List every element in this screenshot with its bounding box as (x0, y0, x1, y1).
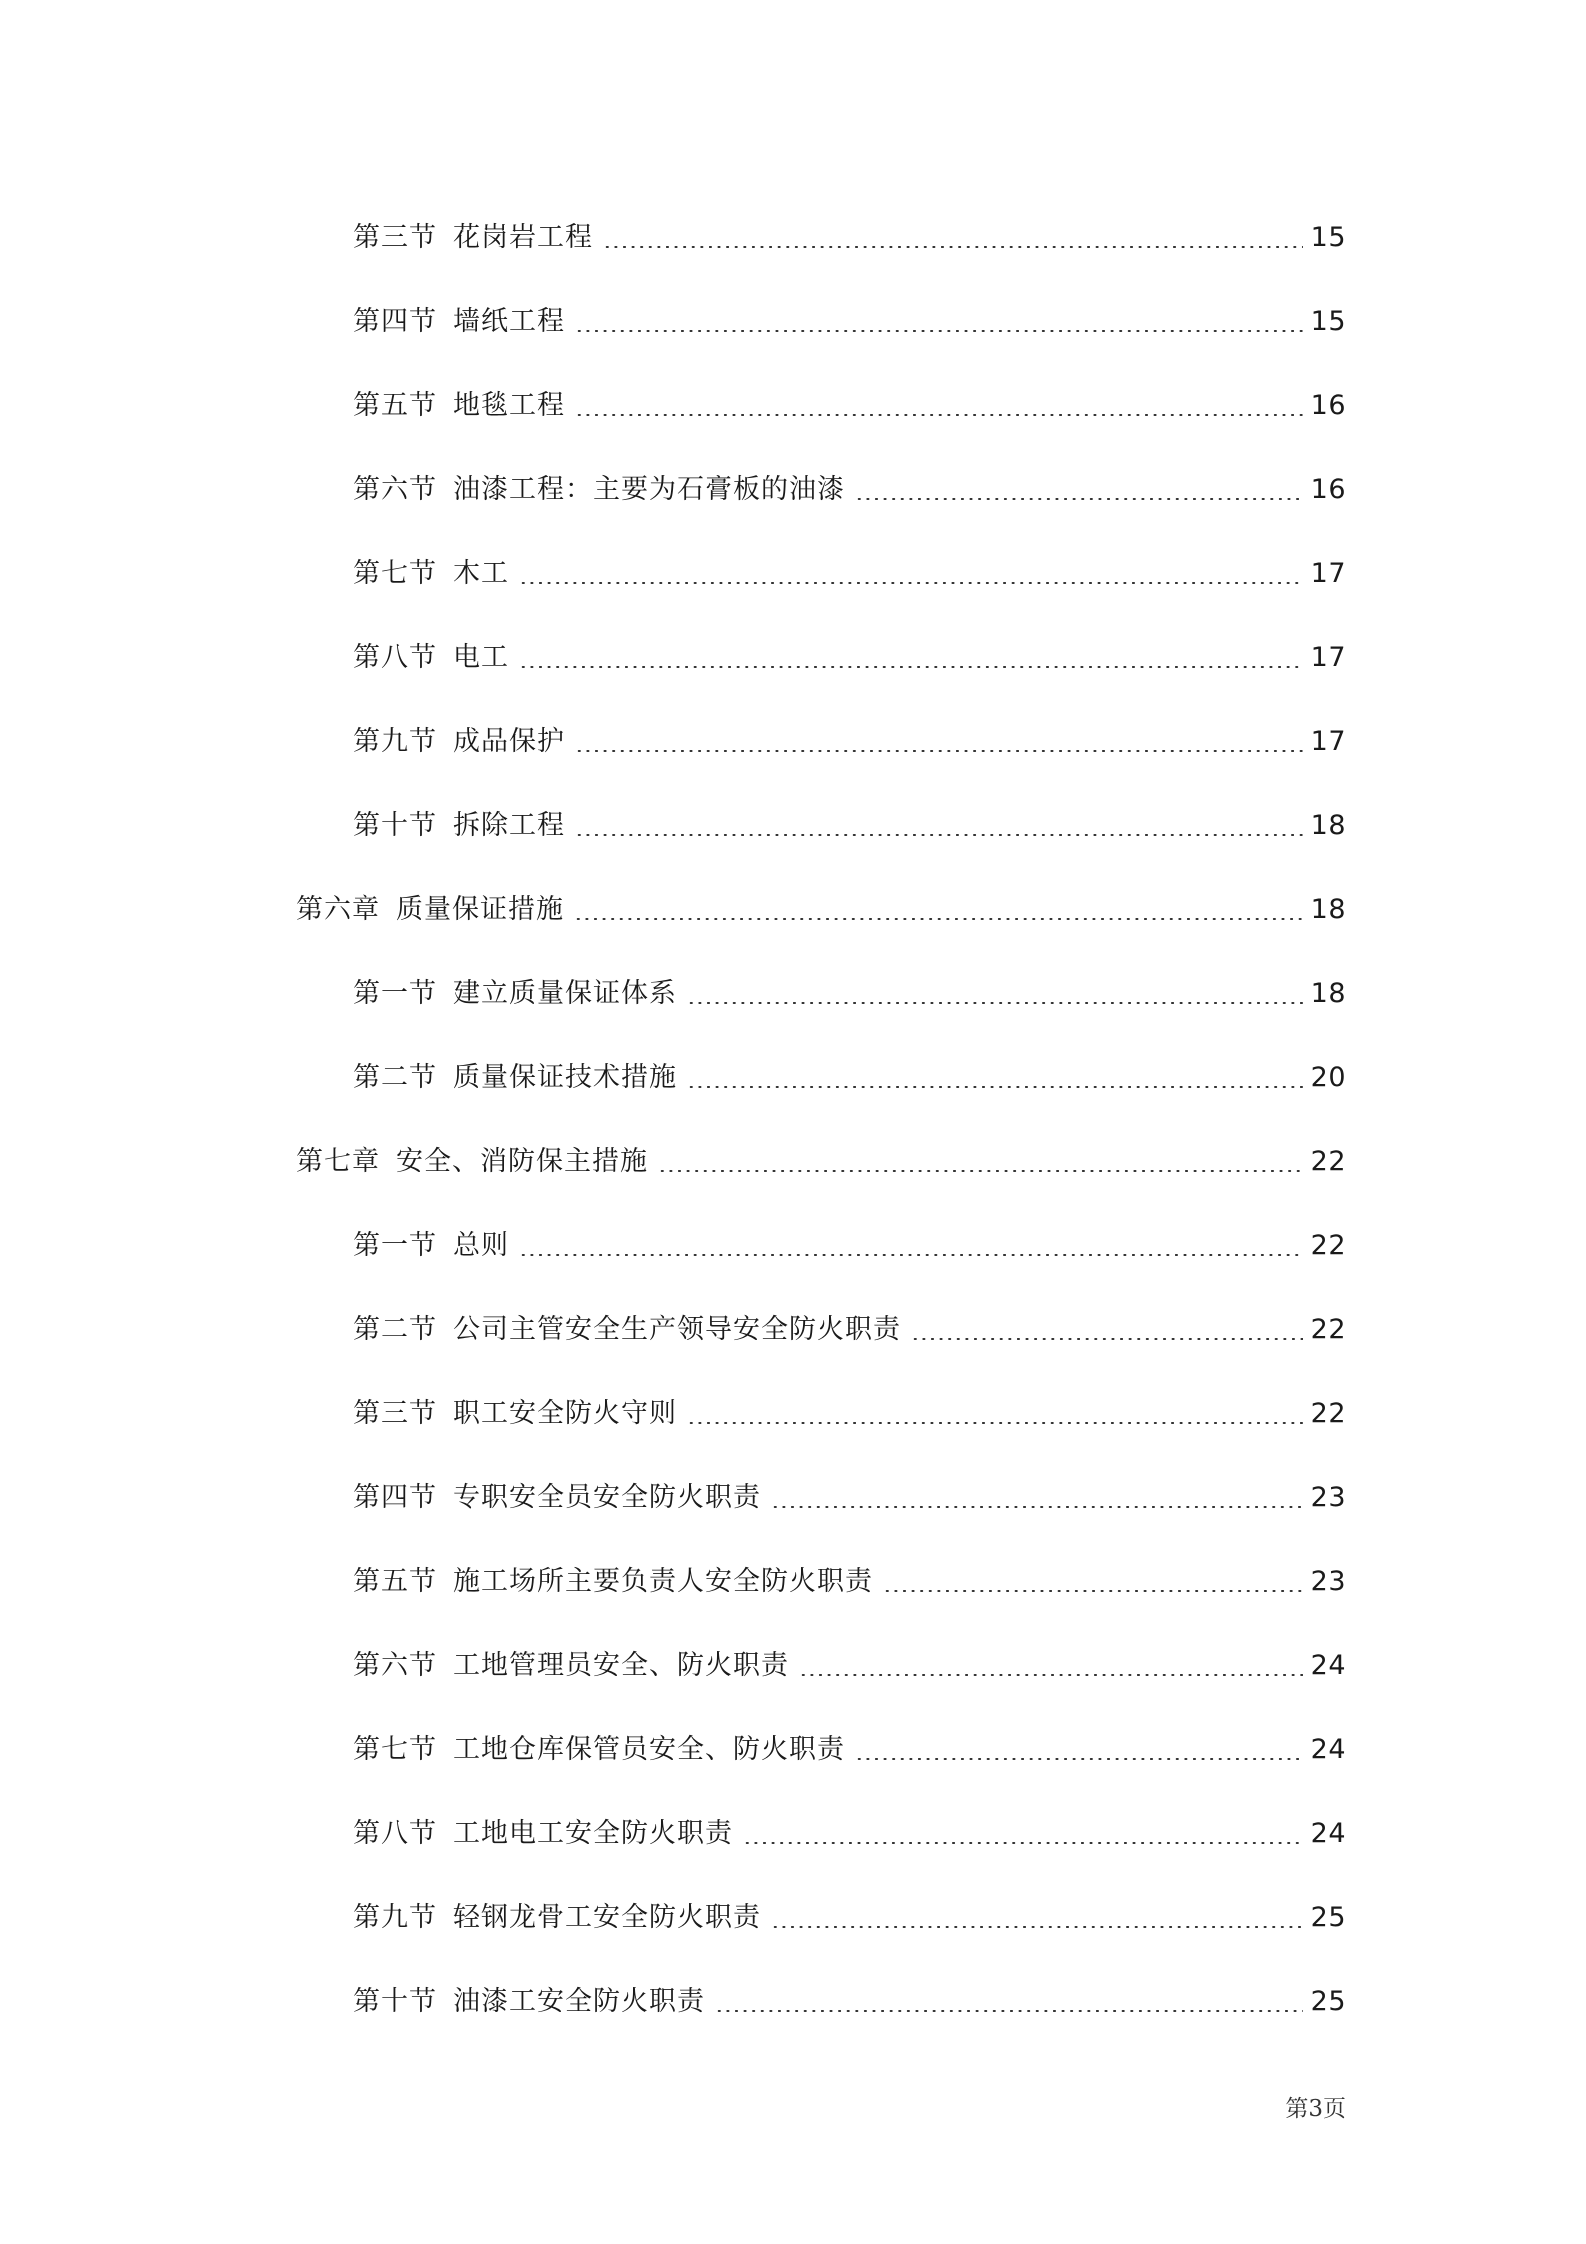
toc-entry-number: 第一节 (353, 1230, 437, 1261)
toc-entry[interactable] (353, 793, 1346, 843)
toc-entry-number: 第十节 (353, 810, 437, 841)
dot-leader (883, 1590, 1303, 1592)
dot-leader (687, 1086, 1303, 1088)
dot-leader (855, 498, 1303, 500)
toc-entry[interactable] (353, 289, 1346, 339)
dot-leader (603, 246, 1303, 248)
dot-leader (519, 666, 1303, 668)
toc-entry-title: 施工场所主要负责人安全防火职责 (453, 1566, 873, 1597)
toc-entry-title: 工地管理员安全、防火职责 (453, 1650, 789, 1681)
toc-entry-page: 17 (1310, 642, 1346, 673)
toc-entry-page: 22 (1310, 1146, 1346, 1177)
toc-entry-title: 建立质量保证体系 (453, 978, 677, 1009)
toc-entry-page: 20 (1310, 1062, 1346, 1093)
toc-entry-page: 15 (1310, 222, 1346, 253)
dot-leader (771, 1506, 1303, 1508)
toc-entry-page: 16 (1310, 474, 1346, 505)
toc-entry-page: 16 (1310, 390, 1346, 421)
toc-entry-number: 第七章 (296, 1146, 380, 1177)
toc-entry[interactable] (353, 457, 1346, 507)
dot-leader (743, 1842, 1303, 1844)
toc-entry-number: 第一节 (353, 978, 437, 1009)
toc-entry[interactable] (353, 541, 1346, 591)
toc-entry[interactable] (353, 625, 1346, 675)
toc-entry-page: 23 (1310, 1482, 1346, 1513)
toc-entry-title: 油漆工程：主要为石膏板的油漆 (453, 474, 845, 505)
toc-entry-title: 墙纸工程 (453, 306, 565, 337)
toc-entry-page: 17 (1310, 558, 1346, 589)
toc-entry-chapter[interactable] (296, 877, 1346, 927)
toc-entry-title: 质量保证措施 (396, 894, 564, 925)
toc-entry-title: 电工 (453, 642, 509, 673)
dot-leader (658, 1170, 1303, 1172)
toc-entry-title: 职工安全防火守则 (453, 1398, 677, 1429)
toc-entry-title: 工地电工安全防火职责 (453, 1818, 733, 1849)
toc-entry-page: 22 (1310, 1230, 1346, 1261)
toc-entry-page: 17 (1310, 726, 1346, 757)
toc-entry-page: 22 (1310, 1398, 1346, 1429)
toc-entry[interactable] (353, 1549, 1346, 1599)
toc-entry[interactable] (353, 1045, 1346, 1095)
dot-leader (575, 750, 1303, 752)
toc-entry[interactable] (353, 1213, 1346, 1263)
toc-entry[interactable] (353, 1633, 1346, 1683)
toc-entry-page: 25 (1310, 1902, 1346, 1933)
toc-entry[interactable] (353, 1969, 1346, 2019)
toc-entry-title: 拆除工程 (453, 810, 565, 841)
toc-entry-title: 公司主管安全生产领导安全防火职责 (453, 1314, 901, 1345)
toc-entry-number: 第五节 (353, 390, 437, 421)
toc-entry-title: 成品保护 (453, 726, 565, 757)
toc-entry-page: 24 (1310, 1734, 1346, 1765)
dot-leader (855, 1758, 1303, 1760)
toc-entry-number: 第五节 (353, 1566, 437, 1597)
toc-entry-number: 第六章 (296, 894, 380, 925)
toc-entry-page: 23 (1310, 1566, 1346, 1597)
toc-entry-title: 木工 (453, 558, 509, 589)
toc-entry[interactable] (353, 1717, 1346, 1767)
toc-entry-number: 第二节 (353, 1314, 437, 1345)
toc-entry-number: 第四节 (353, 1482, 437, 1513)
toc-entry-number: 第八节 (353, 642, 437, 673)
toc-entry-number: 第四节 (353, 306, 437, 337)
toc-entry[interactable] (353, 1885, 1346, 1935)
toc-entry[interactable] (353, 205, 1346, 255)
toc-entry[interactable] (353, 373, 1346, 423)
toc-entry-page: 24 (1310, 1650, 1346, 1681)
toc-entry-number: 第七节 (353, 1734, 437, 1765)
toc-entry-chapter[interactable] (296, 1129, 1346, 1179)
toc-entry-number: 第九节 (353, 1902, 437, 1933)
dot-leader (519, 1254, 1303, 1256)
toc-entry[interactable] (353, 961, 1346, 1011)
toc-entry-page: 18 (1310, 978, 1346, 1009)
toc-entry[interactable] (353, 709, 1346, 759)
toc-entry-title: 工地仓库保管员安全、防火职责 (453, 1734, 845, 1765)
dot-leader (687, 1422, 1303, 1424)
toc-entry-number: 第六节 (353, 474, 437, 505)
toc-entry-title: 油漆工安全防火职责 (453, 1986, 705, 2017)
toc-entry-number: 第七节 (353, 558, 437, 589)
dot-leader (799, 1674, 1303, 1676)
dot-leader (911, 1338, 1303, 1340)
dot-leader (519, 582, 1303, 584)
dot-leader (574, 918, 1303, 920)
dot-leader (715, 2010, 1303, 2012)
toc-entry-page: 24 (1310, 1818, 1346, 1849)
toc-entry-title: 专职安全员安全防火职责 (453, 1482, 761, 1513)
toc-entry[interactable] (353, 1297, 1346, 1347)
toc-entry[interactable] (353, 1801, 1346, 1851)
toc-entry-page: 15 (1310, 306, 1346, 337)
toc-entry-number: 第十节 (353, 1986, 437, 2017)
toc-entry-page: 22 (1310, 1314, 1346, 1345)
dot-leader (575, 414, 1303, 416)
dot-leader (575, 834, 1303, 836)
toc-entry-title: 总则 (453, 1230, 509, 1261)
toc-entry-number: 第九节 (353, 726, 437, 757)
page-number: 第3页 (1285, 2096, 1346, 2122)
toc-entry-title: 安全、消防保主措施 (396, 1146, 648, 1177)
dot-leader (771, 1926, 1303, 1928)
toc-entry-page: 25 (1310, 1986, 1346, 2017)
toc-entry-title: 质量保证技术措施 (453, 1062, 677, 1093)
toc-entry-title: 花岗岩工程 (453, 222, 593, 253)
dot-leader (575, 330, 1303, 332)
toc-entry[interactable] (353, 1465, 1346, 1515)
toc-entry-title: 地毯工程 (453, 390, 565, 421)
toc-entry-title: 轻钢龙骨工安全防火职责 (453, 1902, 761, 1933)
toc-entry-number: 第六节 (353, 1650, 437, 1681)
toc-entry-page: 18 (1310, 810, 1346, 841)
toc-entry-number: 第八节 (353, 1818, 437, 1849)
toc-entry-number: 第二节 (353, 1062, 437, 1093)
dot-leader (687, 1002, 1303, 1004)
toc-entry-number: 第三节 (353, 1398, 437, 1429)
toc-entry-number: 第三节 (353, 222, 437, 253)
toc-entry[interactable] (353, 1381, 1346, 1431)
toc-entry-page: 18 (1310, 894, 1346, 925)
